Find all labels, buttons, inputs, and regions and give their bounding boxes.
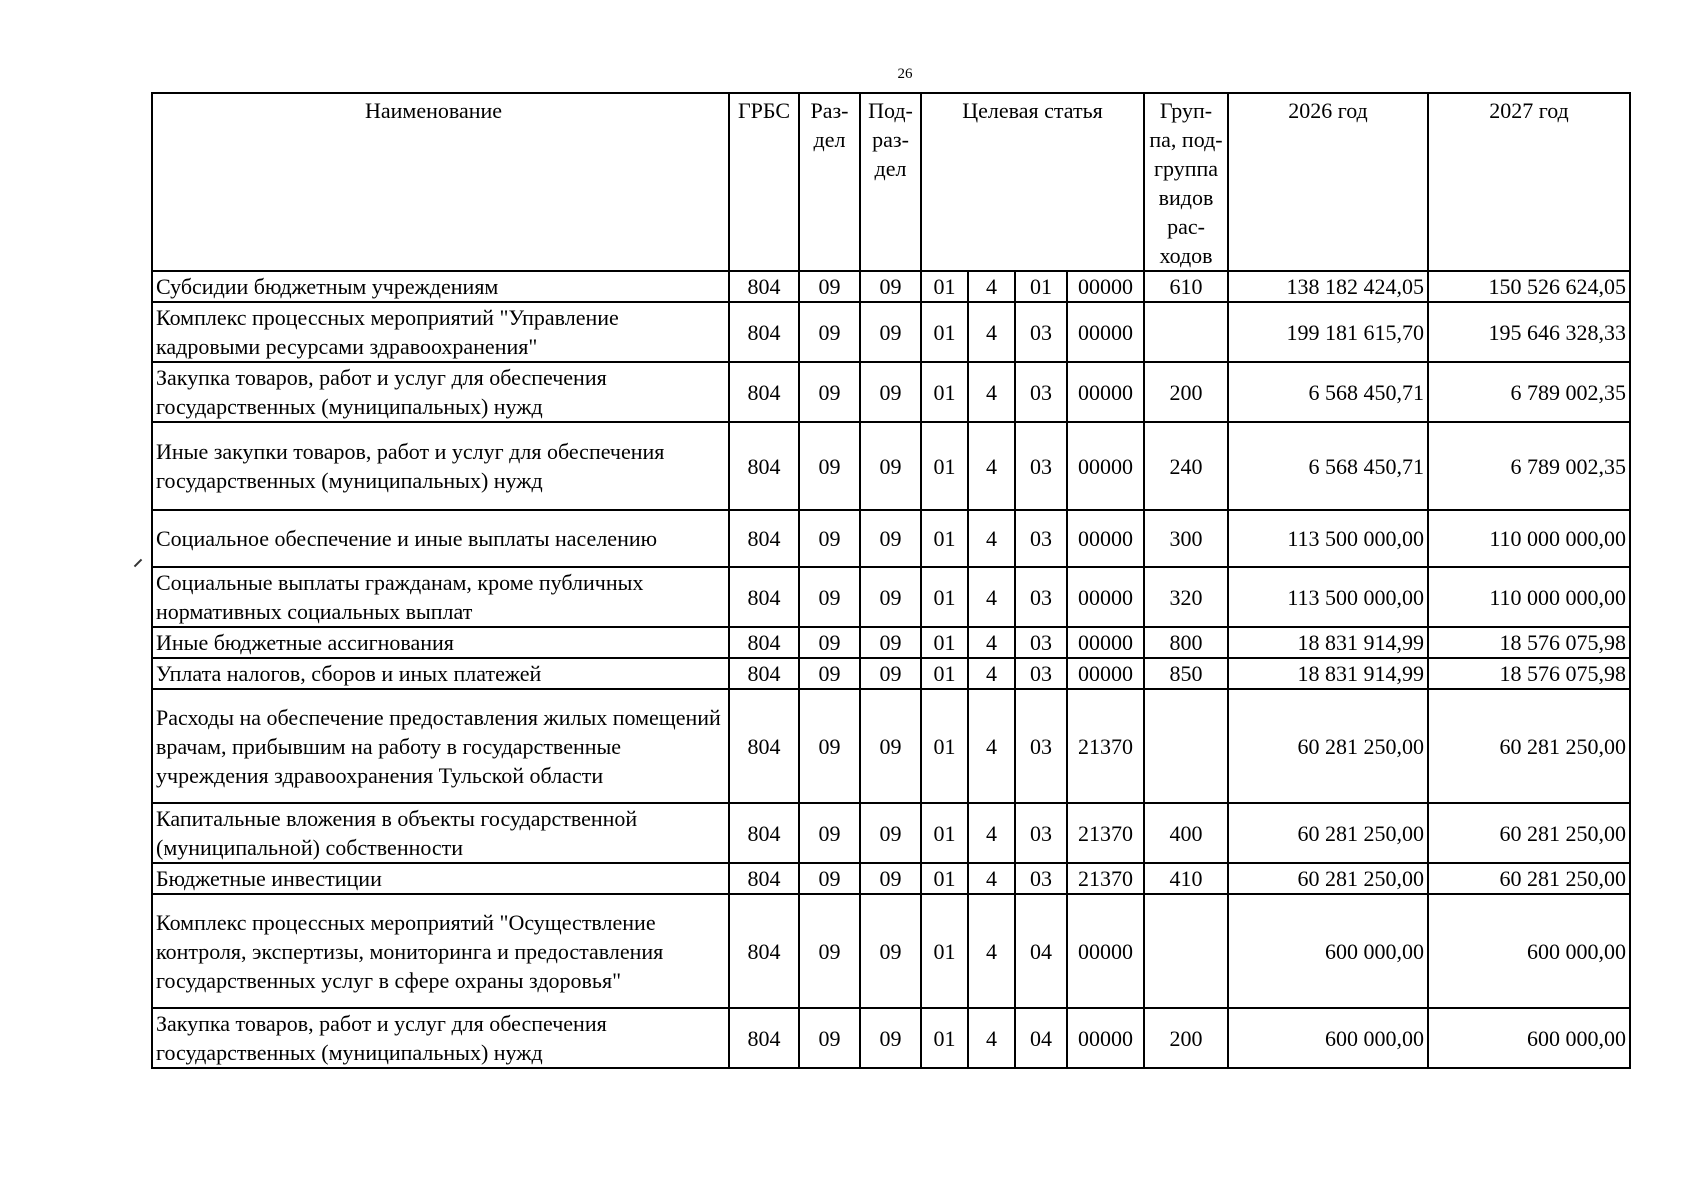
row-amount-2027: 150 526 624,05 xyxy=(1428,271,1630,302)
row-amount-2027: 6 789 002,35 xyxy=(1428,362,1630,422)
row-target-type: 4 xyxy=(968,803,1015,863)
row-target-element: 03 xyxy=(1015,510,1067,567)
table-row xyxy=(152,863,1630,894)
row-podrazdel: 09 xyxy=(860,689,921,803)
row-target-program: 01 xyxy=(921,689,968,803)
row-grbs: 804 xyxy=(729,658,799,689)
row-target-element: 03 xyxy=(1015,689,1067,803)
row-target-direction: 00000 xyxy=(1067,271,1144,302)
budget-table xyxy=(151,92,1631,1069)
header-name: Наименование xyxy=(152,93,729,271)
row-podrazdel: 09 xyxy=(860,362,921,422)
row-podrazdel: 09 xyxy=(860,803,921,863)
row-grbs: 804 xyxy=(729,894,799,1008)
row-target-direction: 00000 xyxy=(1067,658,1144,689)
table-row xyxy=(152,271,1630,302)
row-razdel: 09 xyxy=(799,689,860,803)
table-row xyxy=(152,302,1630,362)
row-razdel: 09 xyxy=(799,271,860,302)
row-grbs: 804 xyxy=(729,803,799,863)
row-target-direction: 21370 xyxy=(1067,689,1144,803)
row-target-program: 01 xyxy=(921,422,968,510)
table-row xyxy=(152,567,1630,627)
row-grbs: 804 xyxy=(729,510,799,567)
row-target-type: 4 xyxy=(968,1008,1015,1068)
row-razdel: 09 xyxy=(799,362,860,422)
row-razdel: 09 xyxy=(799,803,860,863)
header-podrazdel: Под- раз- дел xyxy=(860,93,921,271)
row-target-type: 4 xyxy=(968,362,1015,422)
table-row xyxy=(152,422,1630,510)
row-grbs: 804 xyxy=(729,302,799,362)
row-grbs: 804 xyxy=(729,567,799,627)
row-amount-2027: 60 281 250,00 xyxy=(1428,803,1630,863)
row-grbs: 804 xyxy=(729,362,799,422)
row-razdel: 09 xyxy=(799,894,860,1008)
row-expense-group: 300 xyxy=(1144,510,1228,567)
row-amount-2026: 18 831 914,99 xyxy=(1228,658,1428,689)
row-razdel: 09 xyxy=(799,567,860,627)
row-razdel: 09 xyxy=(799,863,860,894)
row-target-direction: 00000 xyxy=(1067,1008,1144,1068)
row-razdel: 09 xyxy=(799,658,860,689)
row-target-direction: 00000 xyxy=(1067,422,1144,510)
row-expense-group: 400 xyxy=(1144,803,1228,863)
row-target-program: 01 xyxy=(921,658,968,689)
table-row xyxy=(152,658,1630,689)
row-target-direction: 00000 xyxy=(1067,302,1144,362)
row-target-type: 4 xyxy=(968,422,1015,510)
row-podrazdel: 09 xyxy=(860,302,921,362)
table-row xyxy=(152,627,1630,658)
row-name: Комплекс процессных мероприятий "Управление кадровыми ресурсами здравоохранения" xyxy=(152,302,729,362)
row-target-direction: 21370 xyxy=(1067,803,1144,863)
row-target-type: 4 xyxy=(968,271,1015,302)
header-razdel: Раз- дел xyxy=(799,93,860,271)
row-target-program: 01 xyxy=(921,510,968,567)
row-name: Субсидии бюджетным учреждениям xyxy=(152,271,729,302)
row-podrazdel: 09 xyxy=(860,1008,921,1068)
page-number: 26 xyxy=(897,66,913,82)
row-amount-2026: 18 831 914,99 xyxy=(1228,627,1428,658)
row-amount-2026: 600 000,00 xyxy=(1228,1008,1428,1068)
row-target-element: 01 xyxy=(1015,271,1067,302)
row-expense-group xyxy=(1144,302,1228,362)
row-target-element: 03 xyxy=(1015,627,1067,658)
row-target-program: 01 xyxy=(921,627,968,658)
row-expense-group xyxy=(1144,689,1228,803)
row-amount-2027: 110 000 000,00 xyxy=(1428,510,1630,567)
row-amount-2027: 600 000,00 xyxy=(1428,1008,1630,1068)
row-amount-2027: 18 576 075,98 xyxy=(1428,627,1630,658)
row-amount-2027: 110 000 000,00 xyxy=(1428,567,1630,627)
row-razdel: 09 xyxy=(799,1008,860,1068)
row-amount-2027: 18 576 075,98 xyxy=(1428,658,1630,689)
row-amount-2026: 6 568 450,71 xyxy=(1228,422,1428,510)
table-row xyxy=(152,803,1630,863)
table-row xyxy=(152,689,1630,803)
row-name: Закупка товаров, работ и услуг для обеспечения государственных (муниципальных) нужд xyxy=(152,362,729,422)
row-name: Расходы на обеспечение предоставления жилых помещений врачам, прибывшим на работу в государственные учреждения здравоохранения Тульской области xyxy=(152,689,729,803)
row-amount-2026: 6 568 450,71 xyxy=(1228,362,1428,422)
stray-pen-mark xyxy=(134,559,142,567)
row-name: Иные бюджетные ассигнования xyxy=(152,627,729,658)
row-name: Уплата налогов, сборов и иных платежей xyxy=(152,658,729,689)
row-grbs: 804 xyxy=(729,271,799,302)
row-target-type: 4 xyxy=(968,894,1015,1008)
row-target-element: 03 xyxy=(1015,803,1067,863)
row-razdel: 09 xyxy=(799,422,860,510)
row-name: Бюджетные инвестиции xyxy=(152,863,729,894)
row-podrazdel: 09 xyxy=(860,658,921,689)
header-year-2027: 2027 год xyxy=(1428,93,1630,271)
table-row xyxy=(152,510,1630,567)
row-razdel: 09 xyxy=(799,510,860,567)
row-name: Капитальные вложения в объекты государственной (муниципальной) собственности xyxy=(152,803,729,863)
row-target-direction: 00000 xyxy=(1067,510,1144,567)
row-amount-2027: 600 000,00 xyxy=(1428,894,1630,1008)
row-name: Комплекс процессных мероприятий "Осуществление контроля, экспертизы, мониторинга и предоставления государственных услуг в сфере охраны здоровья" xyxy=(152,894,729,1008)
row-amount-2026: 138 182 424,05 xyxy=(1228,271,1428,302)
row-target-direction: 00000 xyxy=(1067,362,1144,422)
row-podrazdel: 09 xyxy=(860,271,921,302)
row-target-direction: 00000 xyxy=(1067,894,1144,1008)
row-target-type: 4 xyxy=(968,689,1015,803)
row-amount-2026: 60 281 250,00 xyxy=(1228,863,1428,894)
row-grbs: 804 xyxy=(729,422,799,510)
row-target-direction: 00000 xyxy=(1067,567,1144,627)
row-podrazdel: 09 xyxy=(860,567,921,627)
row-target-program: 01 xyxy=(921,567,968,627)
row-podrazdel: 09 xyxy=(860,510,921,567)
table-row xyxy=(152,362,1630,422)
row-expense-group: 410 xyxy=(1144,863,1228,894)
row-name: Социальное обеспечение и иные выплаты населению xyxy=(152,510,729,567)
row-target-program: 01 xyxy=(921,302,968,362)
row-expense-group xyxy=(1144,894,1228,1008)
row-podrazdel: 09 xyxy=(860,422,921,510)
row-target-type: 4 xyxy=(968,510,1015,567)
row-expense-group: 200 xyxy=(1144,362,1228,422)
table-row xyxy=(152,1008,1630,1068)
row-target-element: 04 xyxy=(1015,894,1067,1008)
row-target-element: 03 xyxy=(1015,658,1067,689)
row-target-type: 4 xyxy=(968,302,1015,362)
header-target-article: Целевая статья xyxy=(921,93,1144,271)
row-podrazdel: 09 xyxy=(860,894,921,1008)
row-target-element: 04 xyxy=(1015,1008,1067,1068)
row-name: Социальные выплаты гражданам, кроме публичных нормативных социальных выплат xyxy=(152,567,729,627)
row-amount-2026: 60 281 250,00 xyxy=(1228,803,1428,863)
row-target-type: 4 xyxy=(968,658,1015,689)
row-expense-group: 800 xyxy=(1144,627,1228,658)
row-grbs: 804 xyxy=(729,689,799,803)
row-amount-2027: 60 281 250,00 xyxy=(1428,689,1630,803)
row-name: Закупка товаров, работ и услуг для обеспечения государственных (муниципальных) нужд xyxy=(152,1008,729,1068)
row-amount-2026: 113 500 000,00 xyxy=(1228,510,1428,567)
row-podrazdel: 09 xyxy=(860,863,921,894)
header-year-2026: 2026 год xyxy=(1228,93,1428,271)
row-grbs: 804 xyxy=(729,1008,799,1068)
row-target-element: 03 xyxy=(1015,863,1067,894)
header-row xyxy=(152,93,1630,271)
table-row xyxy=(152,894,1630,1008)
row-target-direction: 21370 xyxy=(1067,863,1144,894)
row-target-program: 01 xyxy=(921,1008,968,1068)
row-target-program: 01 xyxy=(921,803,968,863)
row-target-element: 03 xyxy=(1015,362,1067,422)
row-target-type: 4 xyxy=(968,627,1015,658)
row-target-program: 01 xyxy=(921,271,968,302)
row-razdel: 09 xyxy=(799,302,860,362)
row-name: Иные закупки товаров, работ и услуг для обеспечения государственных (муниципальных) нужд xyxy=(152,422,729,510)
row-amount-2026: 113 500 000,00 xyxy=(1228,567,1428,627)
row-target-element: 03 xyxy=(1015,567,1067,627)
row-target-program: 01 xyxy=(921,863,968,894)
row-expense-group: 850 xyxy=(1144,658,1228,689)
row-target-type: 4 xyxy=(968,863,1015,894)
row-target-element: 03 xyxy=(1015,422,1067,510)
header-expense-group: Груп- па, под- группа видов рас- ходов xyxy=(1144,93,1228,271)
row-target-program: 01 xyxy=(921,894,968,1008)
row-amount-2026: 600 000,00 xyxy=(1228,894,1428,1008)
row-expense-group: 240 xyxy=(1144,422,1228,510)
row-amount-2026: 60 281 250,00 xyxy=(1228,689,1428,803)
row-amount-2027: 6 789 002,35 xyxy=(1428,422,1630,510)
row-target-type: 4 xyxy=(968,567,1015,627)
row-amount-2027: 195 646 328,33 xyxy=(1428,302,1630,362)
row-grbs: 804 xyxy=(729,627,799,658)
row-target-direction: 00000 xyxy=(1067,627,1144,658)
row-expense-group: 610 xyxy=(1144,271,1228,302)
row-razdel: 09 xyxy=(799,627,860,658)
row-amount-2026: 199 181 615,70 xyxy=(1228,302,1428,362)
row-target-element: 03 xyxy=(1015,302,1067,362)
row-amount-2027: 60 281 250,00 xyxy=(1428,863,1630,894)
header-grbs: ГРБС xyxy=(729,93,799,271)
row-expense-group: 320 xyxy=(1144,567,1228,627)
row-expense-group: 200 xyxy=(1144,1008,1228,1068)
row-target-program: 01 xyxy=(921,362,968,422)
row-grbs: 804 xyxy=(729,863,799,894)
row-podrazdel: 09 xyxy=(860,627,921,658)
